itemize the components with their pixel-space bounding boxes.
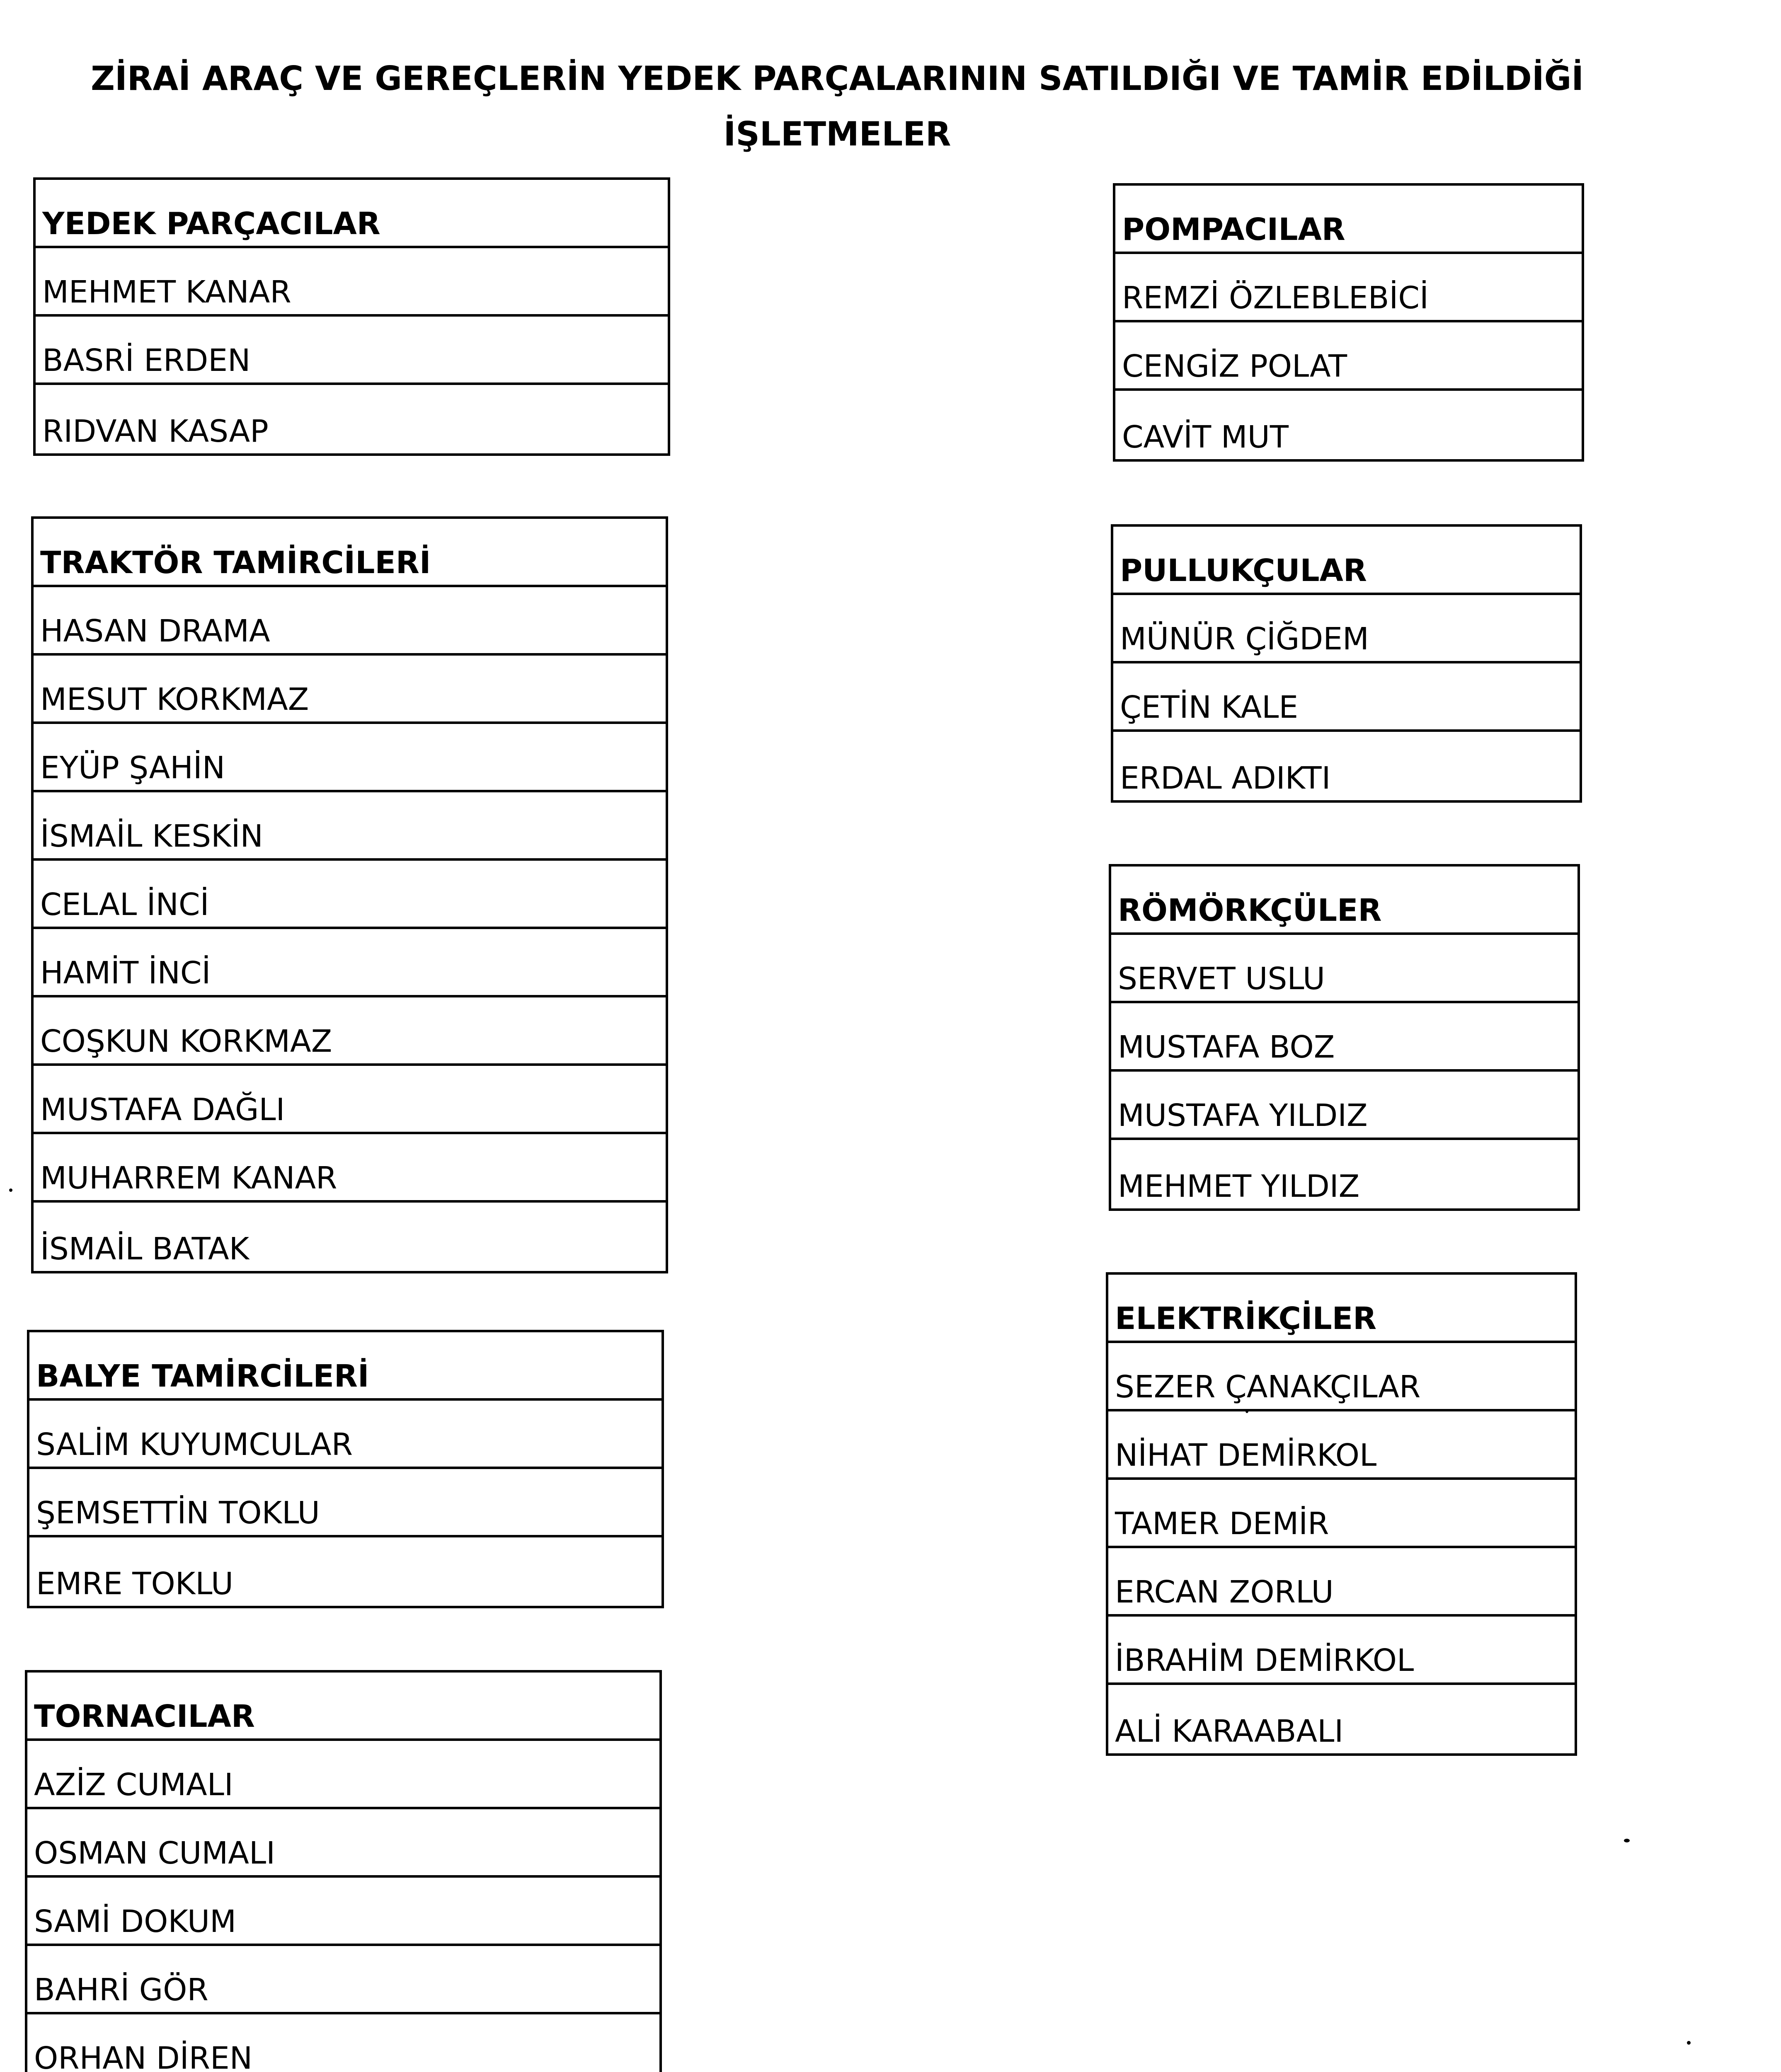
list-item: MUHARREM KANAR	[34, 1134, 666, 1203]
list-item: ÇETİN KALE	[1113, 663, 1580, 732]
list-item: CENGİZ POLAT	[1115, 322, 1582, 391]
list-item: COŞKUN KORKMAZ	[34, 997, 666, 1066]
list-item: OSMAN CUMALI	[27, 1809, 659, 1878]
document-title-line-1: ZİRAİ ARAÇ VE GEREÇLERİN YEDEK PARÇALARININ SATILDIĞI VE TAMİR EDİLDİĞİ	[90, 59, 1584, 98]
list-item: NİHAT DEMİRKOL	[1108, 1411, 1575, 1480]
group-table-traktor-tamircileri	[31, 516, 668, 1273]
list-item: MUSTAFA YILDIZ	[1111, 1072, 1577, 1140]
group-heading: TORNACILAR	[27, 1673, 659, 1741]
list-item: SERVET USLU	[1111, 935, 1577, 1003]
group-table-yedek-parcacilar	[33, 177, 670, 456]
list-item: HAMİT İNCİ	[34, 929, 666, 997]
group-heading: BALYE TAMİRCİLERİ	[29, 1332, 662, 1401]
document-title-line-2: İŞLETMELER	[723, 115, 951, 153]
group-table-tornacilar	[25, 1670, 662, 2072]
list-item: MUSTAFA DAĞLI	[34, 1066, 666, 1134]
list-item: BASRİ ERDEN	[36, 317, 668, 385]
group-heading: ELEKTRİKÇİLER	[1108, 1275, 1575, 1343]
group-heading: YEDEK PARÇACILAR	[36, 180, 668, 248]
list-item: MESUT KORKMAZ	[34, 656, 666, 724]
list-item: ŞEMSETTİN TOKLU	[29, 1469, 662, 1537]
list-item: CELAL İNCİ	[34, 861, 666, 929]
list-item: ERDAL ADIKTI	[1120, 760, 1331, 796]
list-item: MÜNÜR ÇİĞDEM	[1113, 595, 1580, 663]
list-item: CAVİT MUT	[1122, 419, 1289, 455]
list-item: AZİZ CUMALI	[27, 1741, 659, 1809]
list-item: ALİ KARAABALI	[1115, 1714, 1344, 1749]
group-table-romorkculer	[1109, 864, 1580, 1211]
group-heading: PULLUKÇULAR	[1113, 527, 1580, 595]
group-heading: POMPACILAR	[1115, 186, 1582, 254]
list-item: MUSTAFA BOZ	[1111, 1003, 1577, 1072]
group-heading: TRAKTÖR TAMİRCİLERİ	[34, 519, 666, 587]
list-item: ERCAN ZORLU	[1108, 1548, 1575, 1617]
group-table-pompacilar	[1113, 183, 1584, 462]
list-item: MEHMET YILDIZ	[1118, 1169, 1360, 1204]
list-item: SALİM KUYUMCULAR	[29, 1401, 662, 1469]
list-item: İSMAİL BATAK	[40, 1231, 250, 1267]
list-item: ORHAN DİREN	[27, 2014, 659, 2072]
list-item: REMZİ ÖZLEBLEBİCİ	[1115, 254, 1582, 322]
scan-speck	[1245, 1409, 1248, 1413]
list-item: İSMAİL KESKİN	[34, 792, 666, 861]
group-table-pullukcular	[1111, 524, 1582, 803]
group-table-elektrikciler	[1106, 1272, 1577, 1756]
list-item: EYÜP ŞAHİN	[34, 724, 666, 792]
group-table-balye-tamircileri	[27, 1330, 664, 1608]
group-heading: RÖMÖRKÇÜLER	[1111, 867, 1577, 935]
list-item: EMRE TOKLU	[36, 1566, 233, 1602]
list-item: MEHMET KANAR	[36, 248, 668, 317]
scan-speck	[1624, 1839, 1630, 1842]
scan-speck	[1687, 2041, 1691, 2045]
list-item: RIDVAN KASAP	[42, 414, 269, 449]
list-item: İBRAHİM DEMİRKOL	[1108, 1617, 1575, 1685]
scan-speck	[9, 1188, 12, 1192]
list-item: HASAN DRAMA	[34, 587, 666, 656]
list-item: BAHRİ GÖR	[27, 1946, 659, 2014]
list-item: SEZER ÇANAKÇILAR	[1108, 1343, 1575, 1411]
list-item: SAMİ DOKUM	[27, 1878, 659, 1946]
list-item: TAMER DEMİR	[1108, 1480, 1575, 1548]
